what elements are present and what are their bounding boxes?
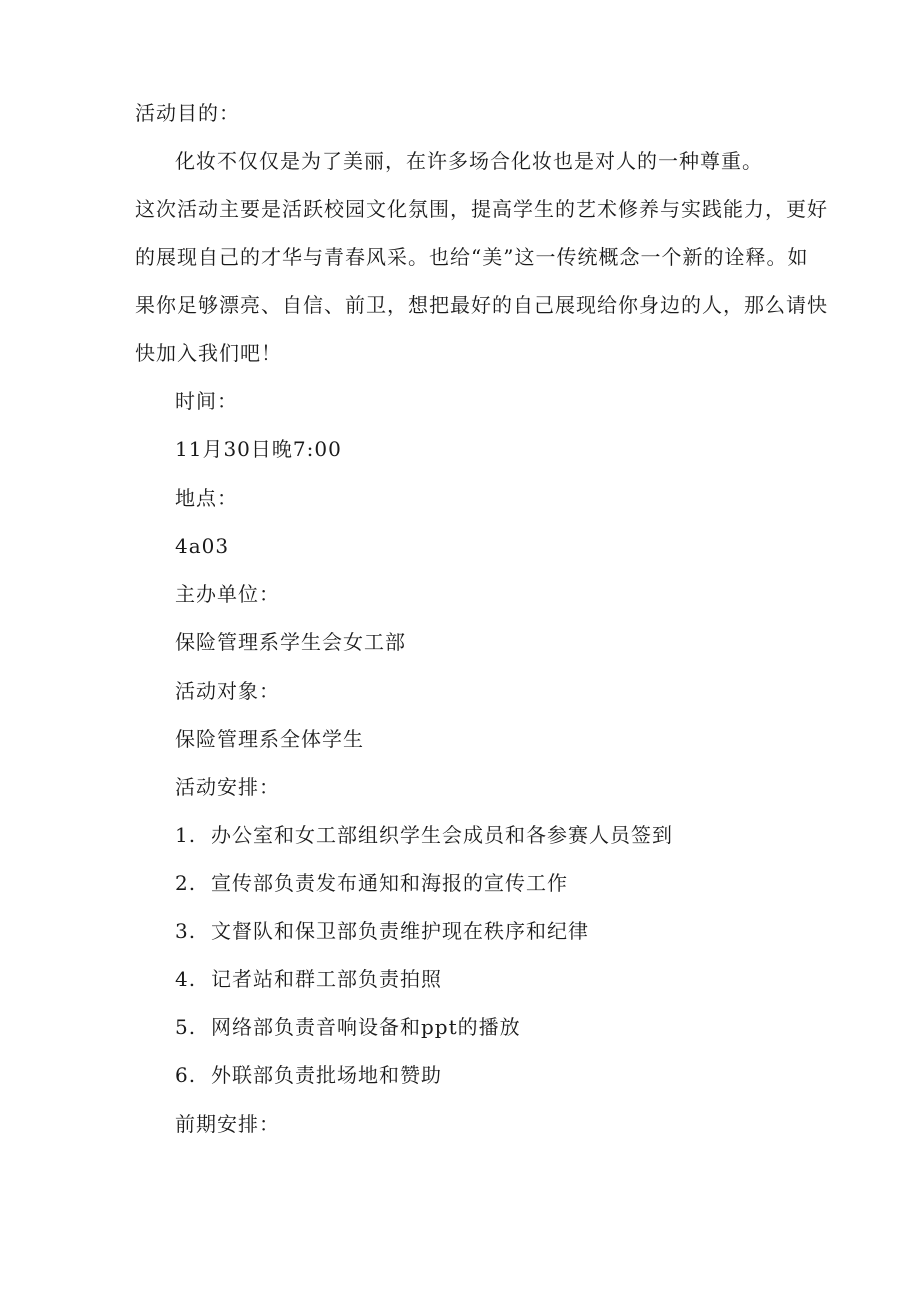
arrangement-item-text: 办公室和女工部组织学生会成员和各参赛人员签到 bbox=[211, 823, 673, 847]
arrangement-item-text: 网络部负责音响设备和ppt的播放 bbox=[211, 1015, 521, 1039]
arrangement-item bbox=[175, 1061, 442, 1089]
arrangement-item-text: 记者站和群工部负责拍照 bbox=[211, 967, 442, 991]
arrangement-label: 活动安排： bbox=[175, 775, 280, 799]
arrangement-item-text: 宣传部负责发布通知和海报的宣传工作 bbox=[211, 871, 568, 895]
arrangement-item-number: 1. bbox=[175, 823, 197, 847]
audience-value: 保险管理系全体学生 bbox=[175, 727, 364, 751]
arrangement-item-number: 2. bbox=[175, 871, 197, 895]
arrangement-item-text: 文督队和保卫部负责维护现在秩序和纪律 bbox=[211, 919, 589, 943]
time-label: 时间： bbox=[175, 389, 238, 413]
arrangement-item bbox=[175, 965, 442, 993]
intro-line-4: 快加入我们吧！ bbox=[135, 341, 282, 365]
arrangement-item bbox=[175, 1013, 521, 1041]
arrangement-item-number: 5. bbox=[175, 1015, 197, 1039]
pre-arrangement-label: 前期安排： bbox=[175, 1112, 280, 1136]
organizer-label: 主办单位： bbox=[175, 582, 280, 606]
intro-first-line: 化妆不仅仅是为了美丽，在许多场合化妆也是对人的一种尊重。 bbox=[175, 149, 763, 173]
organizer-value: 保险管理系学生会女工部 bbox=[175, 630, 406, 654]
arrangement-item-number: 4. bbox=[175, 967, 197, 991]
place-value: 4a03 bbox=[175, 534, 230, 558]
arrangement-item-text: 外联部负责批场地和赞助 bbox=[211, 1063, 442, 1087]
intro-line-1: 这次活动主要是活跃校园文化氛围，提高学生的艺术修养与实践能力，更好 bbox=[135, 197, 828, 221]
intro-line-3: 果你足够漂亮、自信、前卫，想把最好的自己展现给你身边的人，那么请快 bbox=[135, 293, 828, 317]
arrangement-item bbox=[175, 917, 589, 945]
arrangement-item-number: 3. bbox=[175, 919, 197, 943]
audience-label: 活动对象： bbox=[175, 679, 280, 703]
arrangement-item bbox=[175, 869, 568, 897]
intro-line-2: 的展现自己的才华与青春风采。也给“美”这一传统概念一个新的诠释。如 bbox=[135, 245, 809, 269]
arrangement-item bbox=[175, 821, 673, 849]
purpose-heading: 活动目的： bbox=[135, 101, 240, 125]
place-label: 地点： bbox=[175, 486, 238, 510]
time-value: 11月30日晚7:00 bbox=[175, 437, 342, 461]
arrangement-item-number: 6. bbox=[175, 1063, 197, 1087]
